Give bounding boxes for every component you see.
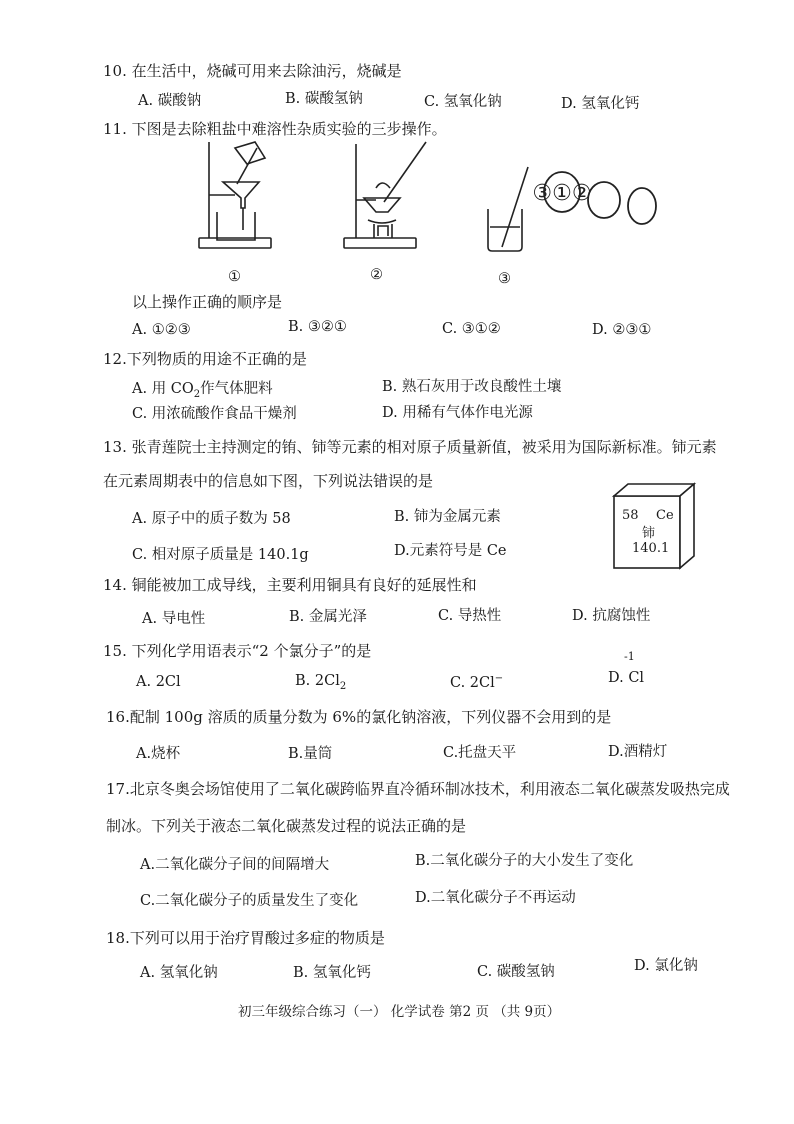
q11-option-d: D. ②③① [592, 322, 652, 338]
q12-stem: 12.下列物质的用途不正确的是 [103, 350, 307, 368]
q18-option-c: C. 碳酸氢钠 [477, 964, 555, 980]
q14-option-c: C. 导热性 [438, 608, 502, 624]
q13-option-c: C. 相对原子质量是 140.1g [132, 547, 309, 563]
q15-stem: 15. 下列化学用语表示“2 个氯分子”的是 [103, 642, 372, 660]
q12-option-b: B. 熟石灰用于改良酸性土壤 [382, 379, 562, 395]
q11-option-c: C. ③①② [442, 321, 501, 337]
handwritten-text: ③①② [532, 181, 592, 206]
q16-option-d: D.酒精灯 [608, 744, 668, 760]
apparatus-evaporation-diagram [338, 140, 428, 255]
q10-option-c: C. 氢氧化钠 [424, 94, 502, 110]
q11-option-a: A. ①②③ [132, 322, 191, 338]
element-symbol: Ce [656, 508, 674, 523]
q15-option-d: D. Cl [608, 670, 645, 686]
q13-option-b: B. 铈为金属元素 [394, 509, 501, 525]
handwritten-answer [532, 170, 662, 230]
q18-option-d: D. 氯化钠 [634, 958, 698, 974]
q17-stem-line1: 17.北京冬奥会场馆使用了二氧化碳跨临界直冷循环制冰技术，利用液态二氧化碳蒸发吸热完成 [106, 780, 730, 798]
element-name: 铈 [642, 526, 656, 541]
q17-option-a: A.二氧化碳分子间的间隔增大 [140, 857, 330, 873]
q17-option-c: C.二氧化碳分子的质量发生了变化 [140, 893, 359, 909]
page-footer: 初三年级综合练习（一） 化学试卷 第2 页 （共 9页） [238, 1004, 561, 1020]
q12-option-c: C. 用浓硫酸作食品干燥剂 [132, 406, 297, 422]
q16-option-c: C.托盘天平 [443, 745, 517, 761]
q10-option-a: A. 碳酸钠 [138, 93, 202, 109]
q15-option-d-superscript: -1 [624, 650, 635, 663]
q17-option-d: D.二氧化碳分子不再运动 [415, 890, 576, 906]
q13-option-a: A. 原子中的质子数为 58 [132, 511, 291, 527]
q10-option-d: D. 氢氧化钙 [561, 96, 640, 112]
q11-stem: 11. 下图是去除粗盐中难溶性杂质实验的三步操作。 [103, 120, 447, 138]
q18-option-b: B. 氢氧化钙 [293, 965, 371, 981]
element-number: 58 [622, 508, 639, 523]
q10-stem: 10. 在生活中，烧碱可用来去除油污，烧碱是 [103, 62, 402, 80]
q17-option-b: B.二氧化碳分子的大小发生了变化 [415, 853, 634, 869]
q12-option-d: D. 用稀有气体作电光源 [382, 405, 533, 421]
q11-option-b: B. ③②① [288, 319, 347, 335]
element-mass: 140.1 [632, 541, 670, 556]
q14-option-b: B. 金属光泽 [289, 609, 367, 625]
q16-option-b: B.量筒 [288, 746, 333, 762]
q12-option-a: A. 用 $CO_2$作气体肥料 [132, 381, 273, 400]
q13-option-d: D.元素符号是 Ce [394, 543, 507, 559]
q15-option-b: B. $2Cl_2$ [295, 673, 347, 692]
apparatus-filtration-diagram [195, 140, 285, 255]
q14-stem: 14. 铜能被加工成导线，主要利用铜具有良好的延展性和 [103, 576, 477, 594]
q14-option-d: D. 抗腐蚀性 [572, 608, 651, 624]
q18-stem: 18.下列可以用于治疗胃酸过多症的物质是 [106, 929, 385, 947]
q18-option-a: A. 氢氧化钠 [140, 965, 218, 981]
q14-option-a: A. 导电性 [142, 611, 206, 627]
q15-option-c: C. 2Cl− [450, 673, 504, 691]
q11-label-2: ② [370, 267, 383, 283]
q13-stem-line2: 在元素周期表中的信息如下图，下列说法错误的是 [103, 472, 434, 490]
q16-stem: 16.配制 100g 溶质的质量分数为 6%的氯化钠溶液，下列仪器不会用到的是 [106, 708, 612, 726]
q13-stem-line1: 13. 张青莲院士主持测定的铕、铈等元素的相对原子质量新值，被采用为国际新标准。铈元素 [103, 438, 717, 456]
q11-prompt: 以上操作正确的顺序是 [132, 293, 283, 311]
apparatus-dissolving-diagram [484, 165, 534, 255]
q11-label-3: ③ [498, 271, 511, 287]
q15-option-a: A. 2Cl [136, 674, 181, 690]
q17-stem-line2: 制冰。下列关于液态二氧化碳蒸发过程的说法正确的是 [106, 817, 467, 835]
q10-option-b: B. 碳酸氢钠 [285, 91, 363, 107]
q16-option-a: A.烧杯 [136, 746, 181, 762]
q11-label-1: ① [228, 269, 241, 285]
